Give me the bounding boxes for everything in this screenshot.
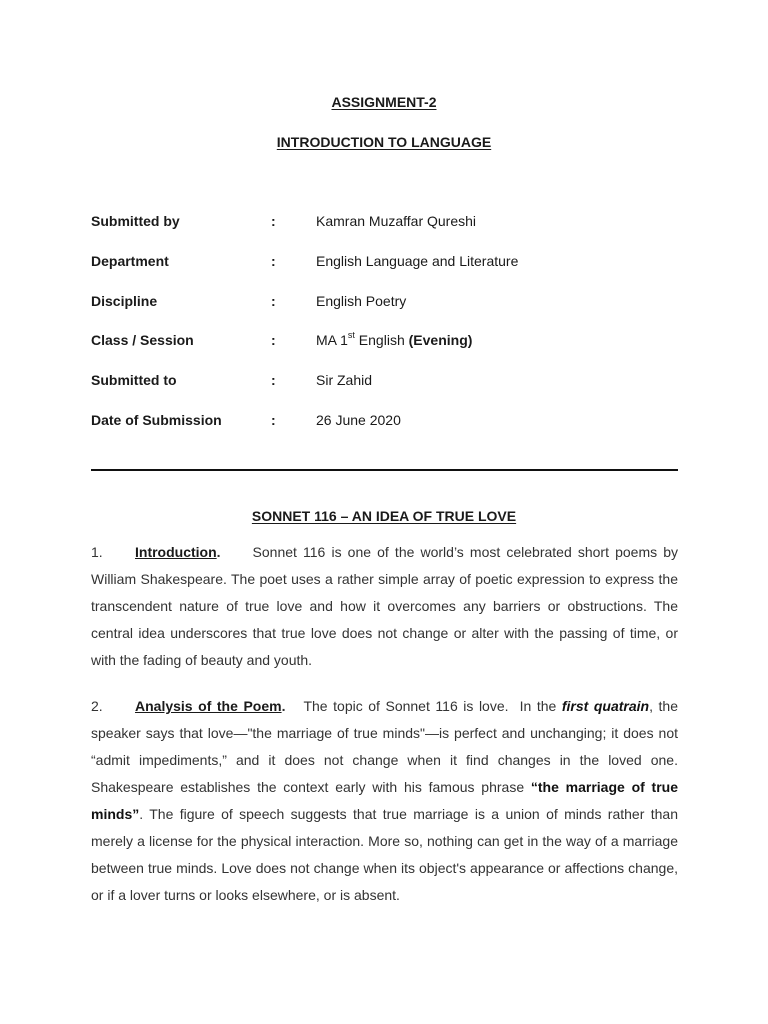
paragraph-heading: Introduction: [135, 544, 217, 560]
paragraph-number: 1.: [91, 544, 103, 560]
info-label: Date of Submission: [91, 412, 222, 428]
info-colon: :: [271, 213, 276, 229]
paragraph-analysis: [91, 693, 678, 909]
horizontal-divider: [91, 469, 678, 471]
heading-period: .: [281, 698, 286, 714]
section-title: SONNET 116 – AN IDEA OF TRUE LOVE: [251, 508, 517, 524]
info-value: English Language and Literature: [316, 253, 519, 269]
paragraph-number: 2.: [91, 698, 103, 714]
ordinal-suffix: st: [347, 330, 355, 341]
info-label: Submitted by: [91, 213, 180, 229]
info-row-discipline: [91, 291, 691, 311]
info-colon: :: [271, 412, 276, 428]
info-value: Sir Zahid: [316, 372, 373, 388]
info-colon: :: [271, 293, 276, 309]
emphasis-first-quatrain: first quatrain: [561, 698, 650, 714]
info-label: Department: [91, 253, 169, 269]
info-label: Submitted to: [91, 372, 177, 388]
info-label: Discipline: [91, 293, 158, 309]
info-row-submitted-to: [91, 370, 691, 390]
paragraph-text: The topic of Sonnet 116 is love. In the: [303, 698, 562, 714]
info-label: Class / Session: [91, 332, 194, 348]
info-row-date: [91, 410, 691, 430]
heading-period: .: [216, 544, 221, 560]
info-value: [316, 330, 472, 350]
assignment-title: ASSIGNMENT-2: [331, 94, 437, 110]
paragraph-text: . The figure of speech suggests that true marriage is a union of minds rather than merely a license for the physical interaction. More so, nothing can get in the way of a marriage between true minds. Love does not change when its object's appearance or affections change, or if a lover turns or looks elsewhere, or is absent.: [91, 806, 678, 903]
class-name: MA 1: [316, 332, 348, 348]
paragraph-text: Sonnet 116 is one of the world’s most celebrated short poems by William Shakespeare. The poet uses a rather simple array of poetic expression to express the transcendent nature of true love and how it overcomes any barriers or obstructions. The central idea underscores that true love does not change or alter with the passing of time, or with the fading of beauty and youth.: [91, 544, 678, 668]
emphasis-marriage-phrase: “the marriage of true minds”: [91, 779, 678, 822]
info-row-submitted-by: [91, 211, 691, 231]
info-colon: :: [271, 332, 276, 348]
paragraph-heading: Analysis of the Poem: [135, 698, 282, 714]
info-value: Kamran Muzaffar Qureshi: [316, 213, 477, 229]
info-row-department: [91, 251, 691, 271]
info-colon: :: [271, 372, 276, 388]
paragraph-introduction: [91, 539, 678, 674]
class-subject: English: [354, 332, 409, 348]
info-value: English Poetry: [316, 293, 407, 309]
info-row-class-session: [91, 330, 691, 350]
session-label: (Evening): [408, 332, 473, 348]
info-colon: :: [271, 253, 276, 269]
info-value: 26 June 2020: [316, 412, 401, 428]
course-title: INTRODUCTION TO LANGUAGE: [276, 134, 492, 150]
paragraph-text: , the speaker says that love—"the marriage of true minds"—is perfect and unchanging; it does not “admit impediments,” and it does not change when it find changes in the loved one. Shakespeare establishes the context early with his famous phrase: [91, 698, 678, 795]
